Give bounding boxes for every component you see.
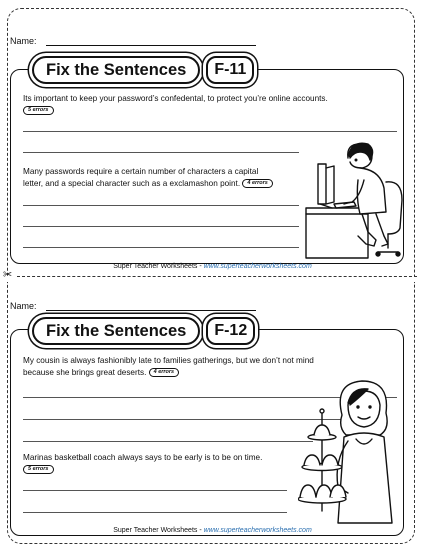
name-label: Name: bbox=[10, 36, 37, 46]
answer-line[interactable] bbox=[23, 131, 397, 132]
sentence-2 bbox=[23, 452, 323, 475]
scissors-icon: ✂ bbox=[3, 269, 13, 281]
sentence-1-text: Its important to keep your password’s confedental, to protect you’re online accounts. bbox=[23, 94, 328, 103]
sentence-2-line-2: letter, and a special character such as a exclamashon point. bbox=[23, 178, 241, 188]
sentence-2-line-1: Many passwords require a certain number of characters a capital bbox=[23, 167, 259, 176]
footer-link[interactable]: www.superteacherworksheets.com bbox=[203, 527, 312, 534]
footer-text: Super Teacher Worksheets - bbox=[113, 263, 204, 270]
worksheet-code: F-12 bbox=[206, 317, 255, 345]
error-count-badge: 5 errors bbox=[23, 465, 54, 474]
answer-line[interactable] bbox=[23, 226, 299, 227]
footer bbox=[0, 527, 425, 534]
sentence-1 bbox=[23, 93, 408, 116]
title-banner bbox=[32, 317, 255, 345]
worksheet-title: Fix the Sentences bbox=[32, 56, 200, 84]
error-count-badge: 4 errors bbox=[149, 368, 180, 377]
answer-line[interactable] bbox=[23, 152, 299, 153]
worksheet-code: F-11 bbox=[206, 56, 254, 84]
name-label: Name: bbox=[10, 301, 37, 311]
cut-line bbox=[17, 276, 417, 277]
error-count-badge: 4 errors bbox=[242, 179, 273, 188]
woman-with-cupcakes-illustration bbox=[298, 375, 406, 525]
footer bbox=[0, 263, 425, 270]
title-banner bbox=[32, 56, 254, 84]
sentence-1-line-2: because she brings great deserts. bbox=[23, 367, 147, 377]
name-input-line[interactable] bbox=[46, 35, 256, 46]
person-at-computer-illustration bbox=[298, 140, 410, 262]
error-count-badge: 5 errors bbox=[23, 106, 54, 115]
sentence-1-line-1: My cousin is always fashionibly late to families gatherings, but we don’t not mind bbox=[23, 356, 314, 365]
answer-line[interactable] bbox=[23, 247, 299, 248]
answer-line[interactable] bbox=[23, 419, 341, 420]
sentence-2 bbox=[23, 166, 323, 189]
name-input-line[interactable] bbox=[46, 300, 256, 311]
answer-line[interactable] bbox=[23, 512, 287, 513]
sentence-2-text: Marinas basketball coach always says to be early is to be on time. bbox=[23, 453, 263, 462]
footer-link[interactable]: www.superteacherworksheets.com bbox=[203, 263, 312, 270]
answer-line[interactable] bbox=[23, 490, 287, 491]
worksheet-title: Fix the Sentences bbox=[32, 317, 200, 345]
answer-line[interactable] bbox=[23, 441, 313, 442]
answer-line[interactable] bbox=[23, 205, 299, 206]
footer-text: Super Teacher Worksheets - bbox=[113, 527, 204, 534]
